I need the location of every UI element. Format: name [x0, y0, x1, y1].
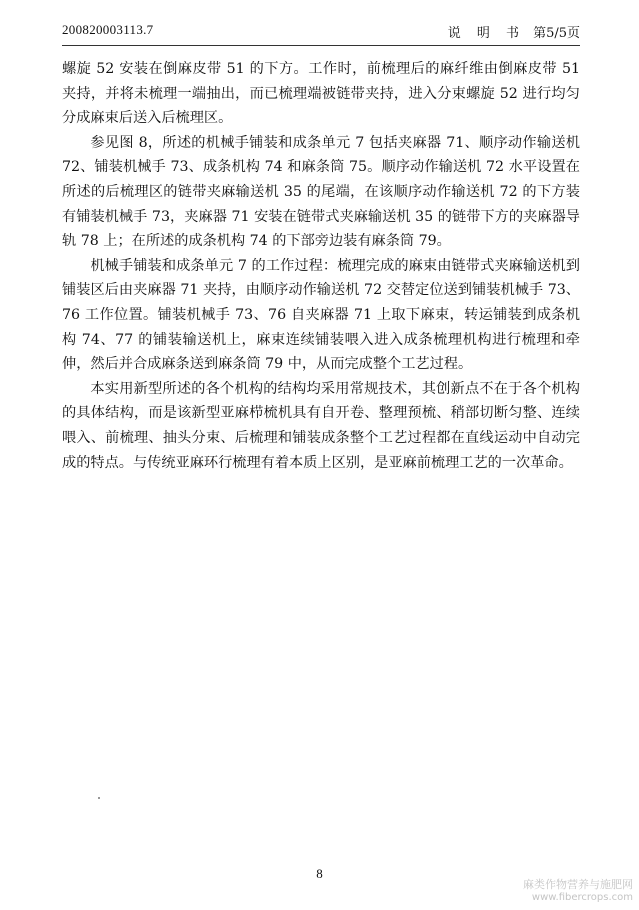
paragraph-work-process: 机械手铺装和成条单元 7 的工作过程：梳理完成的麻束由链带式夹麻输送机到铺装区后由夹麻器 71 夹持，由顺序动作输送机 72 交替定位送到铺装机械手 73、76 工作位置。铺装机械手 73、76 自夹麻器 71 上取下麻束，转运铺装到成条机构 74、77 的铺装输送机上，麻束连续铺装喂入进入成条梳理机构进行梳理和牵伸，然后并合成麻条送到麻条筒 79 中，从而完成整个工艺过程。	[62, 257, 580, 373]
page-header	[62, 22, 580, 42]
paragraph-continuation: 螺旋 52 安装在倒麻皮带 51 的下方。工作时，前梳理后的麻纤维由倒麻皮带 51 夹持，并将未梳理一端抽出，而已梳理端被链带夹持，进入分束螺旋 52 进行均匀分成麻束后送入后梳理区。	[62, 61, 580, 127]
document-number: 200820003113.7	[62, 22, 154, 37]
header-rule	[62, 45, 580, 46]
document-body	[62, 57, 580, 475]
document-type-label: 说 明 书	[447, 26, 526, 41]
document-title-block	[448, 22, 580, 41]
page-info: 第5/5页	[533, 26, 580, 41]
watermark-site-url: www.fibercrops.com	[531, 892, 633, 903]
paragraph-unit-composition: 参见图 8，所述的机械手铺装和成条单元 7 包括夹麻器 71、顺序动作输送机 72、铺装机械手 73、成条机构 74 和麻条筒 75。顺序动作输送机 72 水平设置在所述的后梳理区的链带夹麻输送机 35 的尾端，在该顺序动作输送机 72 的下方装有铺装机械手 73，夹麻器 71 安装在链带式夹麻输送机 35 的链带下方的夹麻器导轨 78 上；在所述的成条机构 74 的下部旁边装有麻条筒 79。	[62, 134, 580, 250]
paragraph-innovation: 本实用新型所述的各个机构的结构均采用常规技术，其创新点不在于各个机构的具体结构，而是该新型亚麻栉梳机具有自开卷、整理预梳、稍部切断匀整、连续喂入、前梳理、抽头分束、后梳理和铺装成条整个工艺过程都在直线运动中自动完成的特点。与传统亚麻环行梳理有着本质上区别，是亚麻前梳理工艺的一次革命。	[62, 380, 580, 471]
site-watermark	[523, 878, 633, 904]
scan-speck	[98, 797, 100, 799]
watermark-site-name: 麻类作物营养与施肥网	[523, 878, 633, 891]
page-number: 8	[316, 866, 323, 881]
